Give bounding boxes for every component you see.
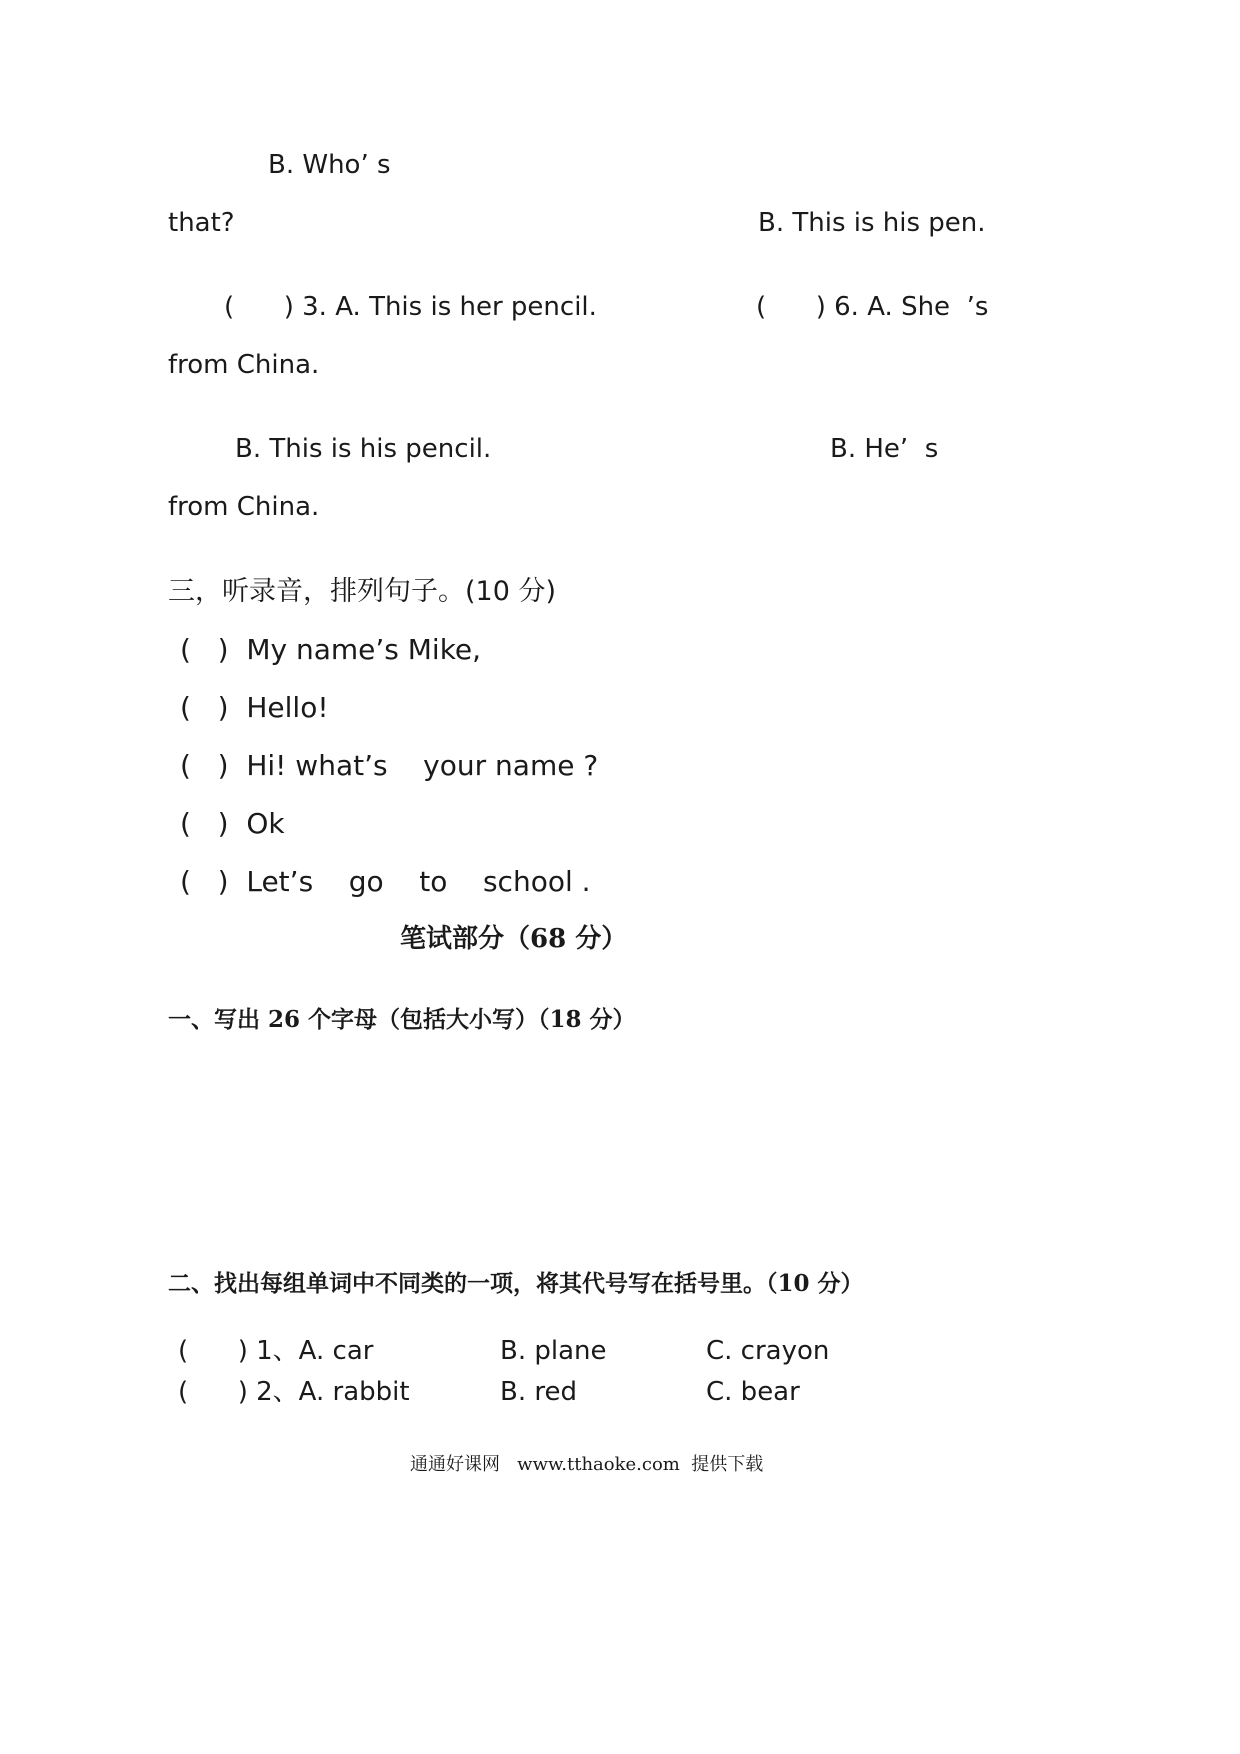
q2-row1-option-b: B. plane <box>500 1336 607 1366</box>
text-from-china-1: from China. <box>168 350 320 380</box>
option-b-his-pen: B. This is his pen. <box>758 208 986 238</box>
question-3: ( ) 3. A. This is her pencil. <box>224 292 597 322</box>
list-item: ( ) Let’s go to school . <box>180 865 591 898</box>
list-item: ( ) Hello! <box>180 691 329 724</box>
question2-title: 二、找出每组单词中不同类的一项，将其代号写在括号里。（10 分） <box>168 1270 864 1297</box>
text-from-china-2: from China. <box>168 492 320 522</box>
q2-row2-option-c: C. bear <box>706 1377 800 1407</box>
list-item: ( ) Hi! what’s your name ? <box>180 749 599 782</box>
q2-row1-option-c: C. crayon <box>706 1336 830 1366</box>
text-that: that? <box>168 208 235 238</box>
question-6: ( ) 6. A. She ’s <box>756 292 989 322</box>
q2-row1-num: ( ) 1、A. car <box>178 1336 374 1366</box>
list-item: ( ) My name’s Mike, <box>180 633 482 666</box>
page-footer: 通通好课网 www.tthaoke.com 提供下载 <box>410 1454 764 1475</box>
option-b-hes: B. He’ s <box>830 434 939 464</box>
section3-title: 三，听录音，排列句子。(10 分) <box>168 576 557 607</box>
list-item: ( ) Ok <box>180 807 285 840</box>
q2-row2-option-b: B. red <box>500 1377 577 1407</box>
option-b-whos: B. Who’ s <box>268 150 391 180</box>
option-b-his-pencil: B. This is his pencil. <box>235 434 492 464</box>
q2-row2-num: ( ) 2、A. rabbit <box>178 1377 410 1407</box>
question1-title: 一、写出 26 个字母（包括大小写）（18 分） <box>168 1006 636 1033</box>
written-section-title: 笔试部分（68 分） <box>400 924 628 954</box>
